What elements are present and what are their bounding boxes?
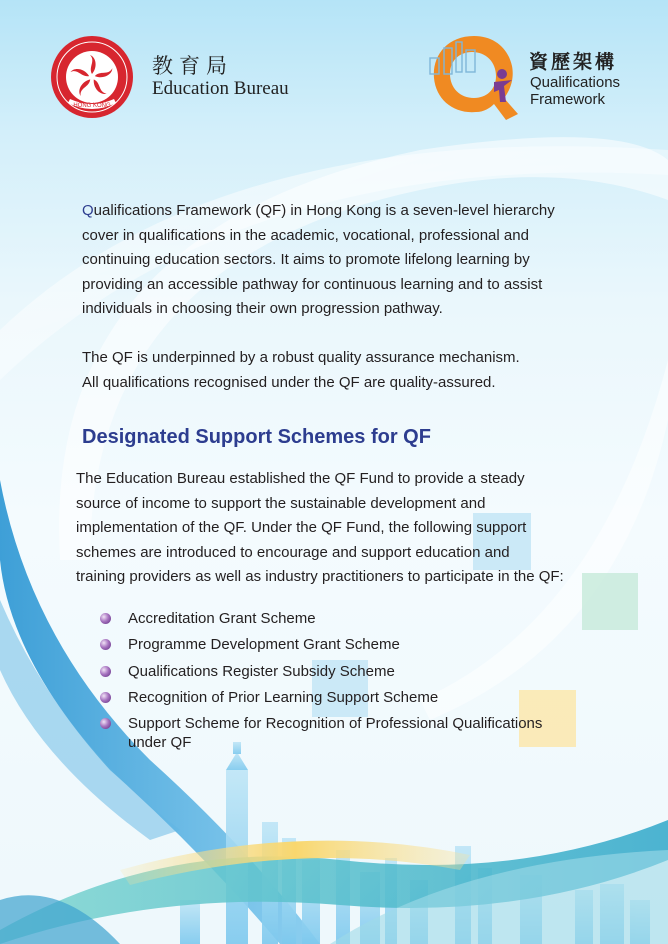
- scheme-name: Accreditation Grant Scheme: [128, 610, 316, 627]
- purple-sphere-bullet-icon: [100, 692, 111, 703]
- fund-line: The Education Bureau established the QF Fund to provide a steady: [76, 470, 525, 487]
- intro-line: cover in qualifications in the academic, vocational, professional and: [82, 226, 529, 244]
- purple-sphere-bullet-icon: [100, 613, 111, 624]
- intro-paragraph: [82, 199, 612, 322]
- emblem-text: HONG KONG: [73, 103, 111, 109]
- edb-name-chinese: 教育局: [152, 54, 233, 78]
- list-item: [100, 662, 580, 681]
- intro-line: [82, 199, 612, 224]
- list-item: [100, 714, 580, 752]
- qa-line: The QF is underpinned by a robust quality assurance mechanism.: [82, 349, 520, 366]
- qf-name-chinese: 資歷架構: [529, 51, 618, 73]
- quality-assurance-paragraph: [82, 346, 612, 395]
- section-heading: Designated Support Schemes for QF: [82, 426, 431, 448]
- qf-logo-icon: [422, 28, 522, 128]
- fund-line: schemes are introduced to encourage and support education and: [76, 543, 510, 561]
- qf-fund-paragraph: [76, 467, 621, 590]
- intro-line-text: ualifications Framework (QF) in Hong Kong is a seven-level hierarchy: [93, 202, 555, 219]
- fund-line: implementation of the QF. Under the QF Fund, the following support: [76, 519, 527, 537]
- qf-name-english-line1: Qualifications: [530, 74, 621, 91]
- edb-name-english: Education Bureau: [152, 78, 289, 99]
- intro-line: providing an accessible pathway for continuous learning and to assist: [82, 275, 543, 293]
- hong-kong-emblem-icon: [50, 35, 134, 119]
- purple-sphere-bullet-icon: [100, 718, 111, 729]
- intro-line: individuals in choosing their own progression pathway.: [82, 300, 443, 318]
- scheme-name: Qualifications Register Subsidy Scheme: [128, 662, 395, 680]
- scheme-name: Programme Development Grant Scheme: [128, 636, 400, 654]
- list-item: [100, 635, 580, 654]
- purple-sphere-bullet-icon: [100, 639, 111, 650]
- scheme-name: Recognition of Prior Learning Support Scheme: [128, 688, 439, 706]
- support-schemes-list: [100, 609, 580, 759]
- scheme-name: Support Scheme for Recognition of Professional Qualifications: [128, 715, 543, 733]
- fund-line: source of income to support the sustainable development and: [76, 494, 486, 512]
- intro-line: continuing education sectors. It aims to promote lifelong learning by: [82, 251, 530, 269]
- purple-sphere-bullet-icon: [100, 666, 111, 677]
- qf-name-english-line2: Framework: [530, 91, 606, 108]
- list-item: [100, 609, 580, 628]
- list-item: [100, 688, 580, 707]
- scheme-name-continued: under QF: [128, 734, 192, 752]
- qa-line: All qualifications recognised under the QF are quality-assured.: [82, 373, 496, 391]
- fund-line: training providers as well as industry practitioners to participate in the QF:: [76, 568, 564, 586]
- intro-dropcap: Q: [82, 202, 94, 219]
